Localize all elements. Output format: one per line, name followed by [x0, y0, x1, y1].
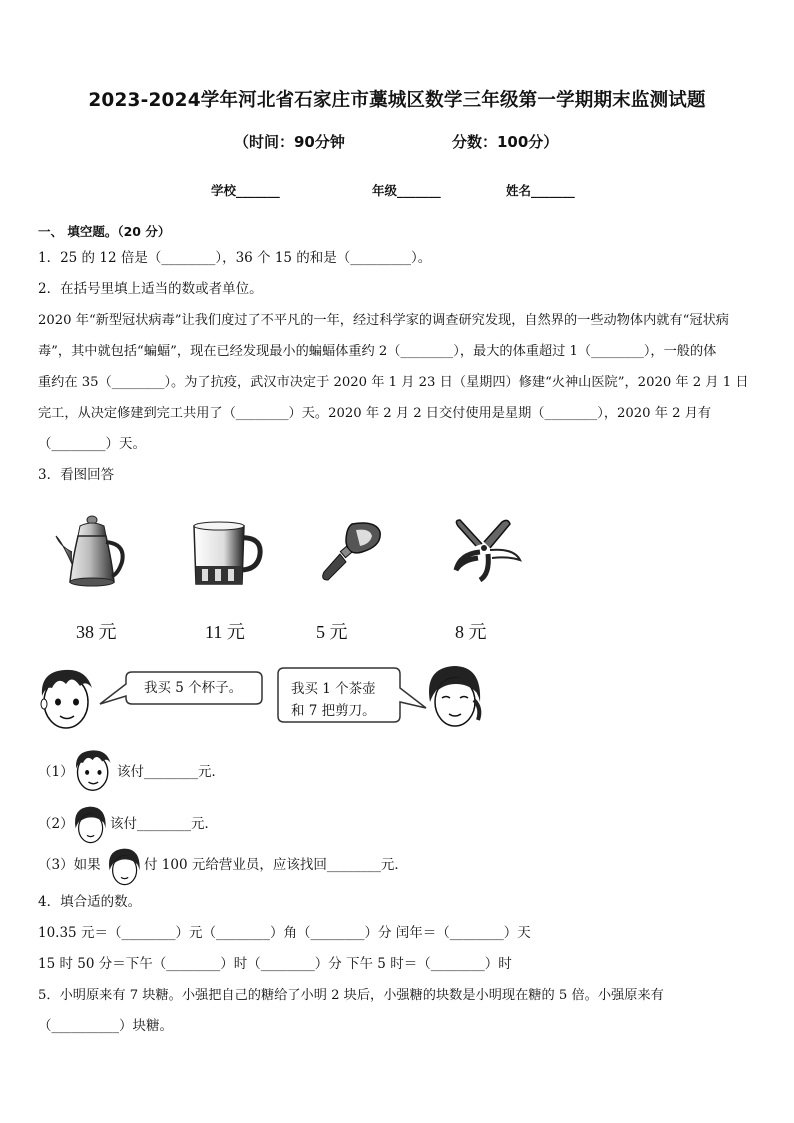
- sub-question-2-number: （2）: [38, 816, 74, 832]
- question-1: 1．25 的 12 倍是（________），36 个 15 的和是（_________）。: [38, 250, 432, 266]
- exam-score: 分数：100分）: [452, 133, 559, 151]
- question-2-line: 完工，从决定修建到完工共用了（________）天。2020 年 2 月 2 日交付使用是星期（________），2020 年 2 月有: [38, 406, 712, 421]
- trowel-price: 5 元: [316, 622, 348, 642]
- section-heading: 一、 填空题。（20 分）: [38, 224, 171, 239]
- girl-avatar-small: [106, 846, 142, 886]
- girl-speech-line: 我买 1 个茶壶: [291, 681, 376, 697]
- question-2-line: 2020 年“新型冠状病毒”让我们度过了不平凡的一年，经过科学家的调查研究发现，自然界的一些动物体内就有“冠状病: [38, 313, 729, 328]
- question-5-line: 5．小明原来有 7 块糖。小强把自己的糖给了小明 2 块后，小强糖的块数是小明现在糖的 5 倍。小强原来有: [38, 988, 664, 1003]
- girl-avatar: [424, 662, 484, 728]
- cup-icon: [188, 520, 264, 590]
- trowel-icon: [316, 518, 386, 584]
- question-2-line: （________）天。: [38, 436, 146, 452]
- sub-question-3: 付 100 元给营业员，应该找回________元．: [144, 857, 408, 873]
- exam-time: （时间：90分钟: [234, 133, 345, 151]
- boy-avatar: [36, 664, 100, 730]
- question-4-intro: 4．填合适的数。: [38, 894, 142, 910]
- boy-speech-text: 我买 5 个杯子。: [144, 680, 243, 696]
- scissors-price: 8 元: [455, 622, 487, 642]
- sub-question-1-number: （1）: [38, 764, 74, 780]
- teapot-price: 38 元: [76, 622, 117, 642]
- school-field: 学校_______: [211, 183, 280, 198]
- girl-speech-line: 和 7 把剪刀。: [291, 703, 376, 719]
- sub-question-1: 该付________元．: [117, 764, 225, 780]
- sub-question-2: 该付________元．: [110, 816, 218, 832]
- grade-field: 年级_______: [372, 183, 441, 198]
- girl-speech-text: [291, 678, 376, 722]
- question-5-line: （__________）块糖。: [38, 1018, 173, 1034]
- cup-price: 11 元: [205, 622, 245, 642]
- girl-avatar-small: [72, 804, 108, 844]
- question-3-intro: 3．看图回答: [38, 467, 115, 483]
- scissors-icon: [450, 516, 522, 582]
- question-2-intro: 2．在括号里填上适当的数或者单位。: [38, 281, 263, 297]
- boy-avatar-small: [72, 746, 116, 792]
- question-4-line: 15 时 50 分＝下午（________）时（________）分 下午 5 时＝（________）时: [38, 956, 512, 972]
- sub-question-3-number: （3）如果: [38, 857, 101, 873]
- name-field: 姓名_______: [506, 183, 575, 198]
- page-title: 2023-2024学年河北省石家庄市藁城区数学三年级第一学期期末监测试题: [88, 90, 706, 111]
- question-2-line: 毒”，其中就包括“蝙蝠”，现在已经发现最小的蝙蝠体重约 2（________），最大的体重超过 1（________），一般的体: [38, 344, 717, 359]
- question-2-line: 重约在 35（________）。为了抗疫，武汉市决定于 2020 年 1 月 23 日（星期四）修建“火神山医院”，2020 年 2 月 1 日: [38, 375, 749, 390]
- teapot-icon: [52, 512, 132, 590]
- question-4-line: 10.35 元＝（________）元（________）角（________）分 闰年＝（________）天: [38, 925, 531, 941]
